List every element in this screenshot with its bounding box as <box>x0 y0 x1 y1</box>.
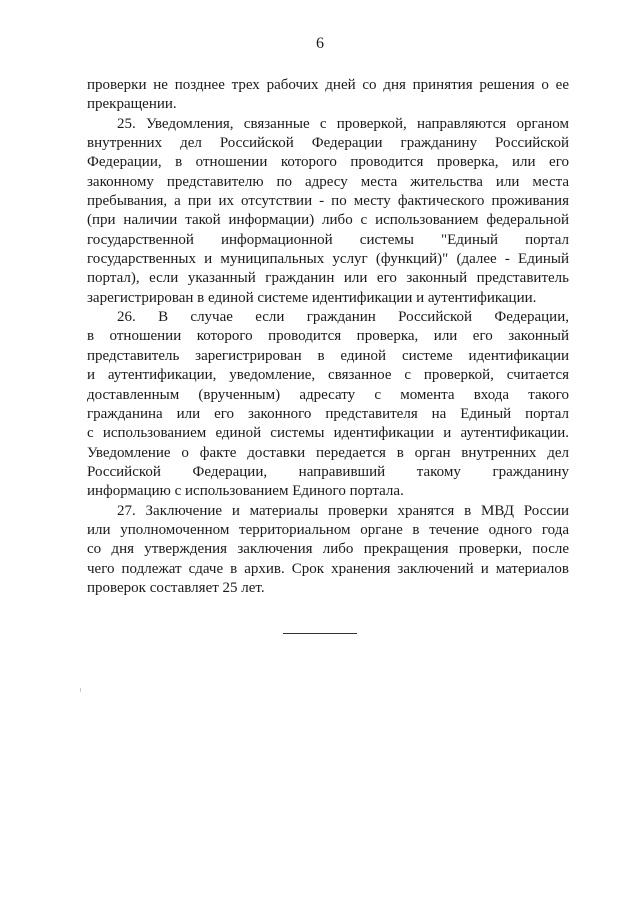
paragraph-27-first-line: 27. Заключение и материалы проверки хранятся в МВД России <box>117 502 569 519</box>
text-line: в отношении которого проводится проверка, или его законный <box>87 328 569 345</box>
text-line: представитель зарегистрирован в единой системе идентификации <box>87 347 569 364</box>
text-line: проверки не позднее трех рабочих дней со дня принятия решения о ее <box>87 77 569 93</box>
text-line: или уполномоченном территориальном органе в течение одного года <box>87 521 569 538</box>
text-line: проверок составляет 25 лет. <box>87 579 265 596</box>
paragraph-25-first-line: 25. Уведомления, связанные с проверкой, направляются органом <box>117 115 569 132</box>
text-line: информацию с использованием Единого портала. <box>87 483 404 500</box>
text-line: (при наличии такой информации) либо с использованием федеральной <box>87 212 569 229</box>
text-line: внутренних дел Российской Федерации гражданину Российской <box>87 135 569 152</box>
text-line: государственных и муниципальных услуг (функций)" (далее - Единый <box>87 251 569 268</box>
scan-speck <box>80 688 81 692</box>
text-line: Уведомление о факте доставки передается в орган внутренних дел <box>87 444 569 461</box>
page-number: 6 <box>316 35 324 52</box>
text-line: пребывания, а при их отсутствии - по месту фактического проживания <box>87 193 569 210</box>
text-line: с использованием единой системы идентификации и аутентификации. <box>87 425 569 442</box>
text-line: Федерации, в отношении которого проводится проверка, или его <box>87 154 569 171</box>
text-line: доставленным (врученным) адресату с момента входа такого <box>87 386 569 403</box>
text-line: законному представителю по адресу места жительства или места <box>87 173 569 190</box>
text-line: государственной информационной системы "Единый портал <box>87 231 569 248</box>
text-line: чего подлежат сдаче в архив. Срок хранения заключений и материалов <box>87 560 569 577</box>
text-line: гражданина или его законного представителя на Единый портал <box>87 405 569 422</box>
paragraph-26-first-line: 26. В случае если гражданин Российской Федерации, <box>117 309 569 326</box>
text-line: со дня утверждения заключения либо прекращения проверки, после <box>87 541 569 558</box>
text-line: Российской Федерации, направивший такому гражданину <box>87 463 569 480</box>
text-line: зарегистрирован в единой системе идентификации и аутентификации. <box>87 289 537 306</box>
document-body <box>87 76 569 598</box>
text-line: портал), если указанный гражданин или его законный представитель <box>87 270 569 287</box>
text-line: и аутентификации, уведомление, связанное с проверкой, считается <box>87 367 569 384</box>
end-of-document-rule <box>283 633 357 634</box>
text-line: прекращении. <box>87 96 177 113</box>
